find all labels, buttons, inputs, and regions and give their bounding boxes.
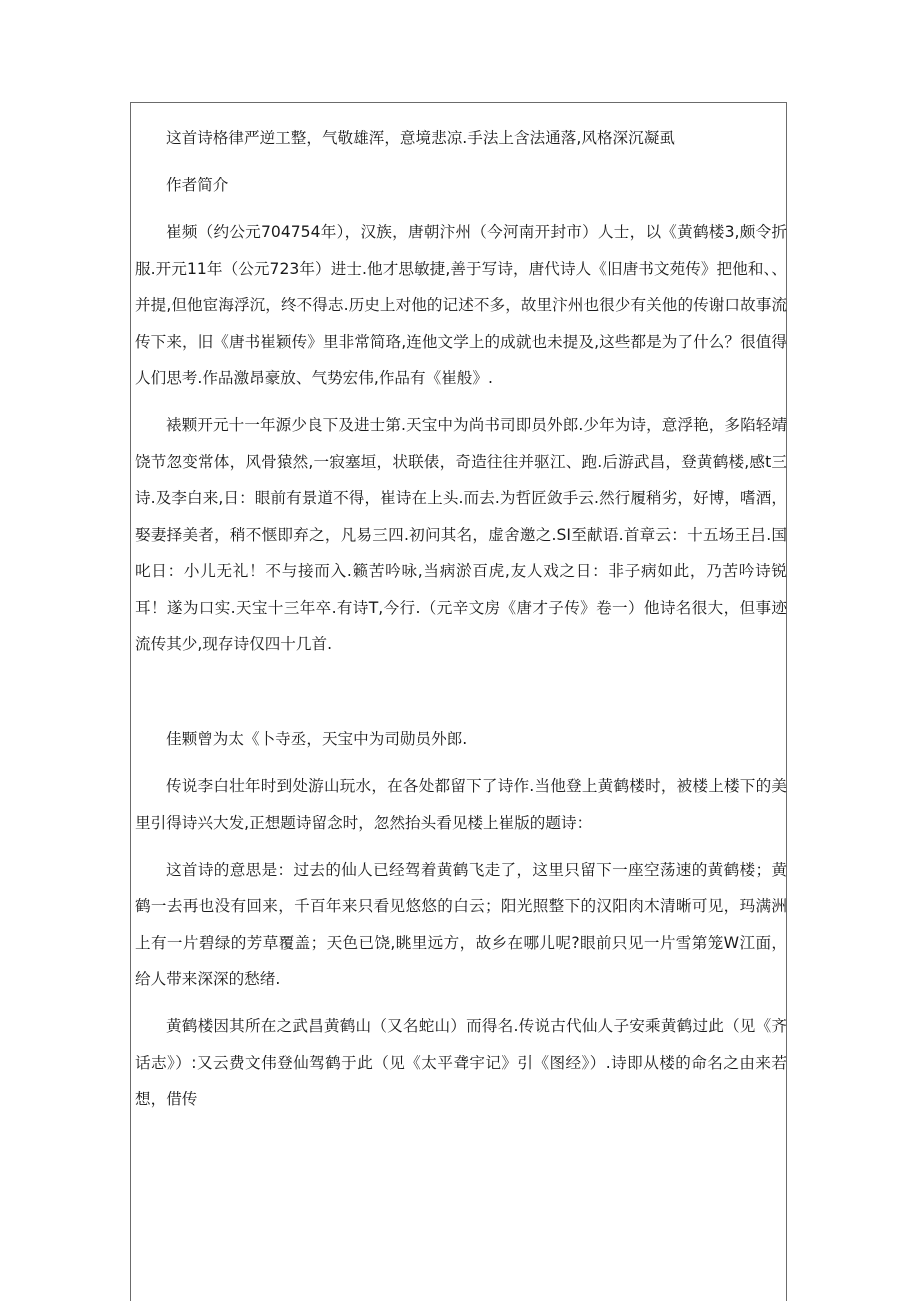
paragraph-biography-quote: 裱颗开元十一年源少良下及进士第.天宝中为尚书司即员外郎.少年为诗，意浮艳，多陷轻靖 饶节忽变常体，风骨猿然,一寂塞垣，状联俵，奇造往往并驱江、跑.后游武昌，登黄鹤楼,感t三诗.及李白来,日：眼前有景道不得，崔诗在上头.而去.为哲匠敛手云.然行履稍劣，好博，嗜酒，娶妻择美者，稍不惬即弃之，凡易三四.初问其名，虚舍邀之.SI至献语.首章云：十五场王吕.国叱日：小儿无礼！不与接而入.籁苦吟咏,当病淤百虎,友人戏之日：非子病如此，乃苦吟诗锐耳！遂为口实.天宝十三年卒.有诗T,今行.（元辛文房《唐才子传》卷一）他诗名很大，但事迹流传其少,现存诗仅四十几首. [135,416,787,653]
section-heading-author: 作者简介 [166,176,229,194]
paragraph-official-post: 佳颗曾为太《卜寺丞，天宝中为司勋员外郎. [166,730,468,748]
paragraph-li-bai-legend: 传说李白壮年时到处游山玩水，在各处都留下了诗作.当他登上黄鹤楼时，被楼上楼下的美里引得诗兴大发,正想题诗留念时，忽然抬头看见楼上崔版的题诗： [135,777,787,832]
paragraph-intro: 这首诗格律严逆工整，气敬雄浑，意境悲凉.手法上含法通落,风格深沉凝虱 [166,129,675,147]
paragraph-tower-origin: 黄鹤楼因其所在之武昌黄鹤山（又名蛇山）而得名.传说古代仙人子安乘黄鹤过此（见《齐话志》）:又云费文伟登仙驾鹤于此（见《太平聋宇记》引《图经》）.诗即从楼的命名之由来若想，借传 [135,1017,787,1108]
blank-gap [135,673,787,721]
paragraph-author-bio: 崔频（约公元704754年），汉族，唐朝汴州（今河南开封市）人士，以《黄鹤楼3,颇令折服.开元11年（公元723年）进士.他才思敏捷,善于写诗，唐代诗人《旧唐书文苑传》把他和、、并提,但他宦海浮沉，终不得志.历史上对他的记述不多，故里汴州也很少有关他的传谢口故事流传下来，旧《唐书崔颖传》里非常简珞,连他文学上的成就也未提及,这些都是为了什么？很值得人们思考.作品激昂豪放、气势宏伟,作品有《崔般》. [135,223,787,387]
paragraph-poem-meaning: 这首诗的意思是：过去的仙人已经驾着黄鹤飞走了，这里只留下一座空荡速的黄鹤楼；黄鹤一去再也没有回来，千百年来只看见悠悠的白云；阳光照整下的汉阳肉木清晰可见，玛满洲上有一片碧绿的芳草覆盖；天色已饶,眺里远方，故乡在哪儿呢?眼前只见一片雪第笼W江面，给人带来深深的愁绪. [135,860,787,988]
document-body [135,120,787,1128]
